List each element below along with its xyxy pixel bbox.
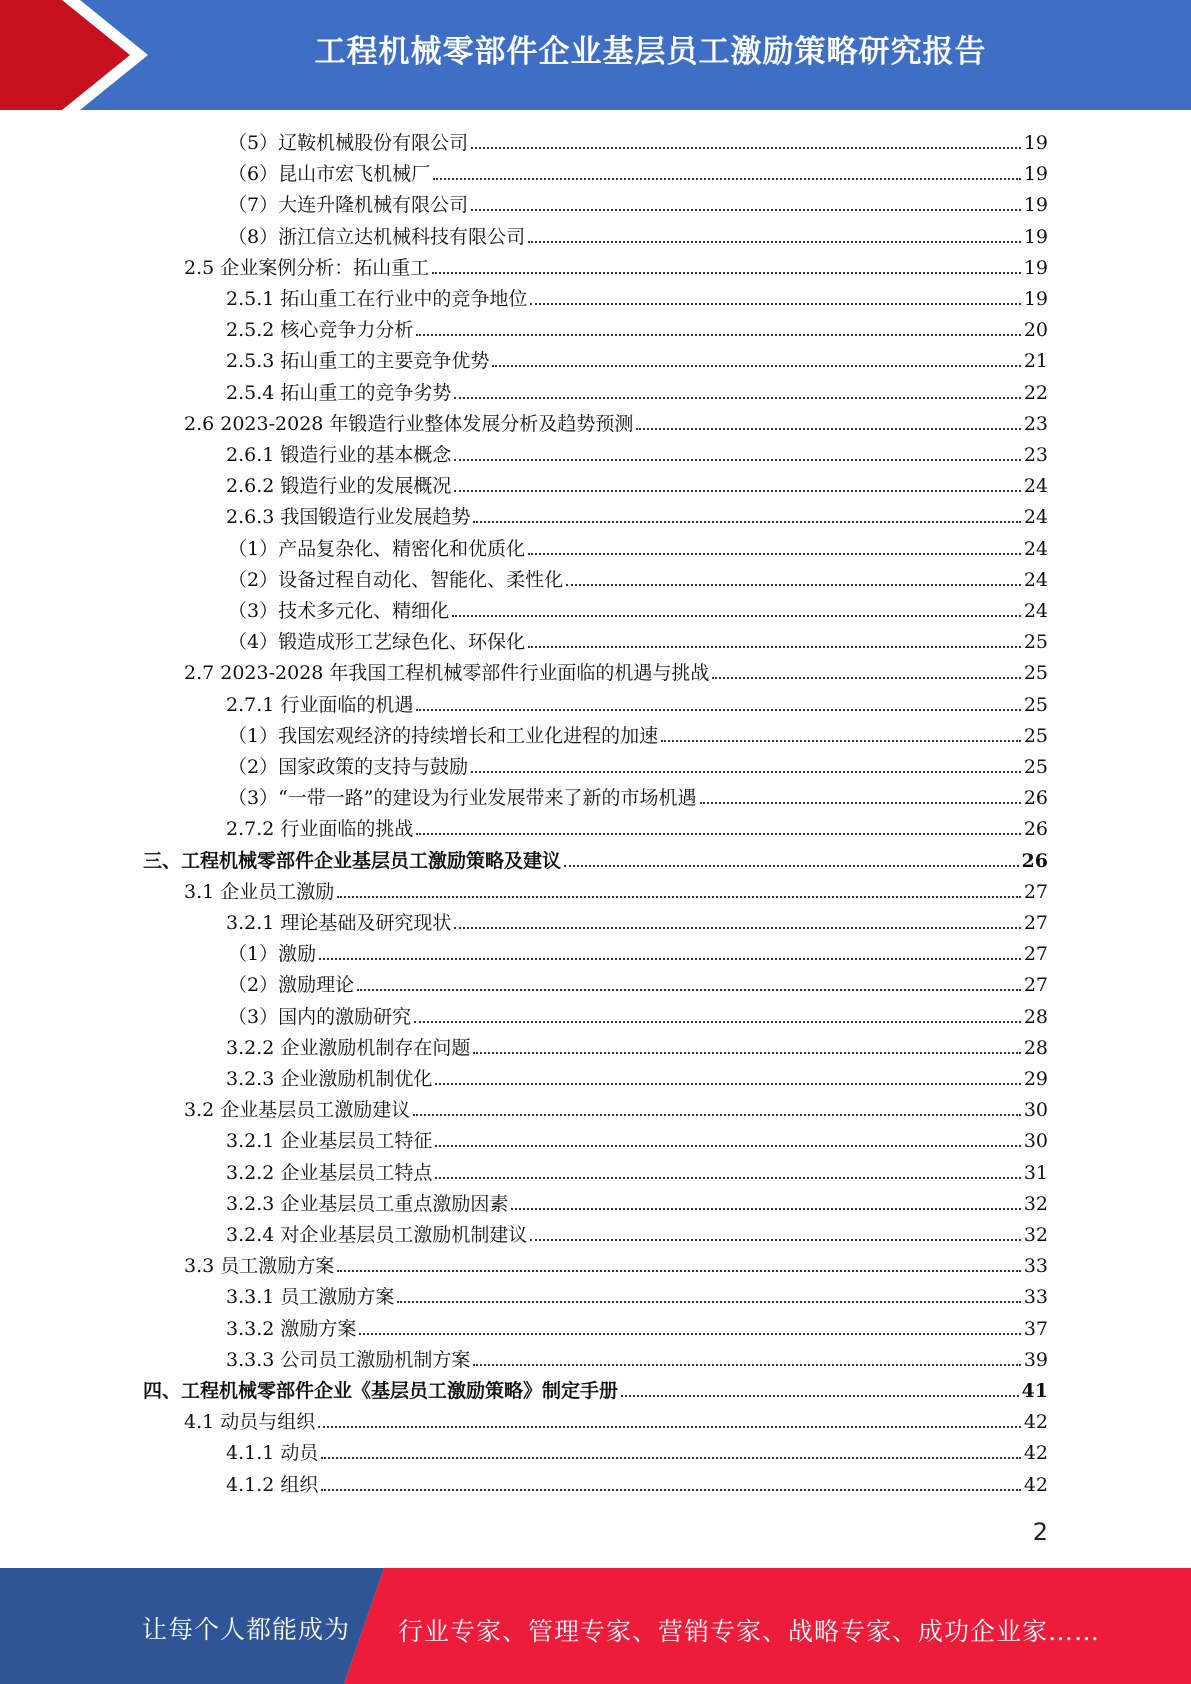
toc-dot-leader: [511, 1207, 1020, 1210]
toc-entry-page: 25: [1023, 631, 1048, 654]
toc-entry[interactable]: [228, 156, 1048, 186]
toc-entry[interactable]: [228, 125, 1048, 155]
toc-dot-leader: [636, 427, 1020, 430]
toc-entry-label: （8）浙江信立达机械科技有限公司: [228, 225, 526, 248]
toc-entry-label: （2）国家政策的支持与鼓励: [228, 756, 469, 778]
toc-entry-label: （3）国内的激励研究: [228, 1005, 412, 1028]
toc-dot-leader: [452, 614, 1021, 617]
toc-entry-label: 2.7.1 行业面临的机遇: [226, 693, 414, 716]
toc-entry[interactable]: [226, 375, 1048, 405]
toc-entry[interactable]: [226, 811, 1048, 841]
toc-entry[interactable]: [228, 780, 1048, 810]
toc-entry-page: 25: [1023, 693, 1048, 716]
toc-entry[interactable]: [226, 1279, 1048, 1309]
toc-entry-page: 28: [1023, 1036, 1048, 1059]
toc-dot-leader: [530, 1238, 1020, 1241]
toc-entry[interactable]: [143, 1373, 1048, 1403]
toc-entry-label: 3.2.4 对企业基层员工激励机制建议: [226, 1224, 528, 1246]
toc-entry-page: 32: [1023, 1224, 1048, 1246]
toc-entry-label: 3.1 企业员工激励: [184, 880, 335, 903]
toc-dot-leader: [471, 208, 1021, 211]
toc-entry-page: 24: [1023, 537, 1048, 560]
toc-entry-page: 42: [1023, 1442, 1048, 1465]
toc-dot-leader: [318, 1425, 1021, 1428]
toc-entry[interactable]: [184, 1092, 1048, 1122]
toc-dot-leader: [321, 1456, 1020, 1459]
toc-entry[interactable]: [184, 874, 1048, 904]
toc-entry-page: 19: [1023, 288, 1048, 310]
page-header: [0, 0, 1191, 110]
toc-entry-page: 24: [1023, 475, 1048, 498]
toc-entry-page: 25: [1023, 662, 1048, 685]
toc-entry[interactable]: [226, 1030, 1048, 1060]
toc-dot-leader: [435, 1144, 1020, 1147]
toc-dot-leader: [414, 1020, 1021, 1023]
toc-entry[interactable]: [226, 1467, 1048, 1497]
toc-entry-label: 2.5.2 核心竞争力分析: [226, 319, 414, 342]
toc-entry-label: 3.2.3 企业激励机制优化: [226, 1068, 433, 1090]
toc-entry[interactable]: [226, 1217, 1048, 1247]
toc-dot-leader: [528, 240, 1021, 243]
toc-entry-label: 2.5.1 拓山重工在行业中的竞争地位: [226, 288, 528, 310]
toc-dot-leader: [528, 552, 1021, 555]
toc-entry-label: 3.3.3 公司员工激励机制方案: [226, 1348, 471, 1371]
toc-entry[interactable]: [226, 1186, 1048, 1216]
toc-entry-label: 2.6.2 锻造行业的发展概况: [226, 475, 452, 498]
toc-entry-page: 25: [1023, 756, 1048, 778]
toc-entry[interactable]: [184, 406, 1048, 436]
page-footer: [0, 1568, 1191, 1684]
toc-dot-leader: [319, 957, 1021, 960]
toc-entry[interactable]: [226, 1123, 1048, 1153]
toc-entry-label: 2.5.3 拓山重工的主要竞争优势: [226, 350, 490, 373]
toc-entry-label: 3.3 员工激励方案: [184, 1255, 335, 1278]
toc-dot-leader: [435, 1176, 1020, 1179]
toc-entry-page: 30: [1023, 1099, 1048, 1122]
toc-entry-label: 4.1 动员与组织: [184, 1411, 316, 1434]
toc-entry[interactable]: [226, 1342, 1048, 1372]
toc-entry-label: 3.2.2 企业基层员工特点: [226, 1161, 433, 1184]
toc-entry[interactable]: [226, 437, 1048, 467]
toc-dot-leader: [454, 458, 1020, 461]
toc-entry-page: 20: [1023, 319, 1048, 342]
footer-slogan-right: 行业专家、管理专家、营销专家、战略专家、成功企业家……: [398, 1617, 1101, 1646]
toc-entry-page: 37: [1023, 1317, 1048, 1340]
toc-dot-leader: [473, 1051, 1020, 1054]
toc-dot-leader: [454, 489, 1020, 492]
toc-dot-leader: [435, 1082, 1020, 1085]
toc-entry-label: 4.1.2 组织: [226, 1473, 319, 1496]
toc-entry-page: 19: [1023, 163, 1048, 186]
toc-entry-page: 22: [1023, 381, 1048, 404]
toc-entry-label: 2.6 2023-2028 年锻造行业整体发展分析及趋势预测: [184, 412, 634, 435]
toc-dot-leader: [473, 1363, 1020, 1366]
report-title: 工程机械零部件企业基层员工激励策略研究报告: [314, 34, 987, 70]
toc-entry-page: 29: [1023, 1068, 1048, 1090]
toc-entry-page: 24: [1023, 600, 1048, 622]
toc-entry-page: 27: [1023, 912, 1048, 934]
toc-entry-label: 三、工程机械零部件企业基层员工激励策略及建议: [143, 849, 562, 872]
toc-dot-leader: [337, 895, 1021, 898]
toc-entry-page: 19: [1023, 194, 1048, 217]
toc-entry-label: 3.3.2 激励方案: [226, 1317, 357, 1340]
toc-dot-leader: [397, 1300, 1020, 1303]
toc-dot-leader: [432, 271, 1021, 274]
toc-entry-label: （7）大连升隆机械有限公司: [228, 194, 469, 217]
toc-entry[interactable]: [228, 999, 1048, 1029]
toc-dot-leader: [661, 739, 1021, 742]
toc-dot-leader: [433, 177, 1021, 180]
toc-entry-label: 2.5.4 拓山重工的竞争劣势: [226, 381, 452, 404]
toc-entry-page: 23: [1023, 412, 1048, 435]
toc-entry-label: 3.2.3 企业基层员工重点激励因素: [226, 1192, 509, 1215]
toc-entry-page: 27: [1023, 943, 1048, 966]
toc-entry[interactable]: [143, 843, 1048, 873]
toc-entry-page: 27: [1023, 974, 1048, 997]
toc-entry[interactable]: [228, 718, 1048, 748]
toc-entry-label: （1）我国宏观经济的持续增长和工业化进程的加速: [228, 724, 659, 747]
toc-entry[interactable]: [228, 219, 1048, 249]
toc-dot-leader: [712, 676, 1020, 679]
toc-entry-label: （2）设备过程自动化、智能化、柔性化: [228, 568, 564, 591]
toc-entry[interactable]: [226, 1061, 1048, 1091]
toc-dot-leader: [454, 396, 1020, 399]
toc-dot-leader: [337, 1269, 1021, 1272]
toc-dot-leader: [413, 1113, 1021, 1116]
toc-dot-leader: [621, 1394, 1019, 1397]
toc-entry-page: 19: [1023, 225, 1048, 248]
toc-entry-page: 30: [1023, 1130, 1048, 1153]
toc-entry[interactable]: [184, 655, 1048, 685]
toc-entry-page: 39: [1023, 1348, 1048, 1371]
toc-entry[interactable]: [226, 281, 1048, 311]
toc-entry-label: 4.1.1 动员: [226, 1442, 319, 1465]
toc-entry-label: 3.2 企业基层员工激励建议: [184, 1099, 411, 1122]
toc-entry-page: 33: [1023, 1286, 1048, 1309]
toc-entry-label: 3.3.1 员工激励方案: [226, 1286, 395, 1309]
toc-entry-page: 27: [1023, 880, 1048, 903]
toc-entry-page: 28: [1023, 1005, 1048, 1028]
toc-entry-page: 23: [1023, 444, 1048, 466]
toc-entry-page: 19: [1023, 256, 1048, 279]
toc-entry-page: 42: [1023, 1473, 1048, 1496]
toc-dot-leader: [473, 520, 1020, 523]
toc-entry[interactable]: [228, 967, 1048, 997]
toc-entry-page: 24: [1023, 506, 1048, 529]
toc-dot-leader: [454, 926, 1020, 929]
toc-entry[interactable]: [184, 250, 1048, 280]
toc-entry[interactable]: [228, 187, 1048, 217]
toc-dot-leader: [357, 988, 1021, 991]
toc-entry[interactable]: [228, 531, 1048, 561]
toc-entry-label: 2.7.2 行业面临的挑战: [226, 818, 414, 841]
toc-entry-label: 3.2.2 企业激励机制存在问题: [226, 1036, 471, 1059]
toc-entry[interactable]: [226, 499, 1048, 529]
toc-entry-page: 31: [1023, 1161, 1048, 1184]
toc-dot-leader: [566, 583, 1021, 586]
toc-entry-label: 2.6.3 我国锻造行业发展趋势: [226, 506, 471, 529]
toc-entry[interactable]: [226, 1435, 1048, 1465]
toc-entry-label: 2.5 企业案例分析：拓山重工: [184, 256, 430, 279]
toc-entry-label: （1）激励: [228, 943, 317, 966]
toc-entry[interactable]: [226, 1155, 1048, 1185]
toc-entry-label: （2）激励理论: [228, 974, 355, 997]
toc-dot-leader: [359, 1332, 1020, 1335]
toc-entry[interactable]: [226, 905, 1048, 935]
toc-entry-label: 2.7 2023-2028 年我国工程机械零部件行业面临的机遇与挑战: [184, 662, 710, 685]
toc-entry[interactable]: [226, 312, 1048, 342]
toc-entry[interactable]: [226, 343, 1048, 373]
toc-entry[interactable]: [184, 1248, 1048, 1278]
toc-entry-label: （3）技术多元化、精细化: [228, 600, 450, 622]
toc-entry-page: 19: [1023, 132, 1048, 154]
toc-entry-label: 2.6.1 锻造行业的基本概念: [226, 444, 452, 466]
toc-dot-leader: [471, 146, 1021, 149]
toc-entry-label: 四、工程机械零部件企业《基层员工激励策略》制定手册: [143, 1380, 619, 1402]
toc-entry-page: 32: [1023, 1192, 1048, 1215]
toc-entry-page: 26: [1021, 849, 1048, 872]
toc-dot-leader: [416, 832, 1020, 835]
toc-entry[interactable]: [184, 1404, 1048, 1434]
toc-entry-label: （6）昆山市宏飞机械厂: [228, 163, 431, 186]
toc-entry-page: 25: [1023, 724, 1048, 747]
toc-entry-label: 3.2.1 企业基层员工特征: [226, 1130, 433, 1153]
toc-entry-page: 41: [1021, 1380, 1048, 1402]
toc-entry-label: （5）辽鞍机械股份有限公司: [228, 132, 469, 154]
toc-entry-page: 33: [1023, 1255, 1048, 1278]
toc-entry-page: 24: [1023, 568, 1048, 591]
toc-dot-leader: [416, 333, 1020, 336]
page-number: 2: [1032, 1518, 1048, 1546]
toc-dot-leader: [528, 645, 1021, 648]
toc-entry-page: 21: [1023, 350, 1048, 373]
toc-entry[interactable]: [226, 468, 1048, 498]
toc-entry[interactable]: [228, 593, 1048, 623]
toc-entry[interactable]: [226, 1311, 1048, 1341]
footer-slogan-left: 让每个人都能成为: [142, 1615, 351, 1644]
toc-entry-page: 42: [1023, 1411, 1048, 1434]
toc-entry-label: 3.2.1 理论基础及研究现状: [226, 912, 452, 934]
toc-dot-leader: [492, 364, 1020, 367]
toc-entry[interactable]: [228, 624, 1048, 654]
toc-entry-label: （1）产品复杂化、精密化和优质化: [228, 537, 526, 560]
toc-entry-label: （3）“一带一路”的建设为行业发展带来了新的市场机遇: [228, 787, 697, 810]
toc-dot-leader: [416, 708, 1020, 711]
toc-entry-label: （4）锻造成形工艺绿色化、环保化: [228, 631, 526, 654]
toc-dot-leader: [530, 302, 1020, 305]
toc-entry-page: 26: [1023, 818, 1048, 841]
toc-dot-leader: [700, 801, 1021, 804]
toc-entry[interactable]: [228, 749, 1048, 779]
toc-dot-leader: [471, 770, 1021, 773]
toc-entry-page: 26: [1023, 787, 1048, 810]
toc-dot-leader: [564, 864, 1019, 867]
toc-entry[interactable]: [226, 687, 1048, 717]
toc-entry[interactable]: [228, 562, 1048, 592]
toc-entry[interactable]: [228, 936, 1048, 966]
toc-dot-leader: [321, 1488, 1020, 1491]
